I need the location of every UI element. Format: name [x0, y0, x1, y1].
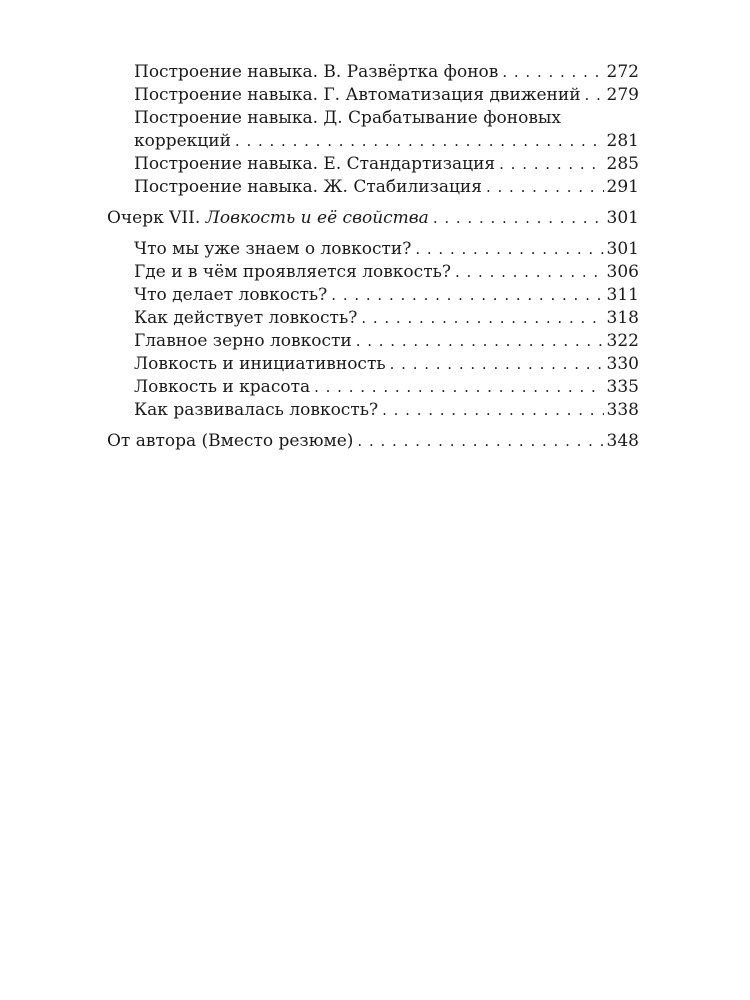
toc-page-number: 335	[606, 377, 639, 397]
essay-prefix: Очерк VII.	[107, 208, 206, 228]
dot-leader	[314, 376, 603, 399]
toc-entry-skill-d-line1	[107, 107, 639, 130]
dot-leader	[415, 238, 603, 261]
toc-entry-label: Где и в чём проявляется ловкость?	[134, 262, 451, 282]
toc-entry-label	[107, 207, 429, 230]
toc-entry-skill-e	[107, 153, 639, 176]
dot-leader	[235, 130, 604, 153]
toc-entry-skill-b	[107, 61, 639, 84]
toc-entry-label: Построение навыка. Ж. Стабилизация	[134, 177, 482, 197]
toc-page-number: 330	[606, 354, 639, 374]
dot-leader	[382, 399, 603, 422]
toc-page-number: 301	[606, 208, 639, 228]
toc-entry-label: коррекций	[134, 131, 231, 151]
toc-page-number: 338	[606, 400, 639, 420]
dot-leader	[499, 153, 603, 176]
toc-entry-label: Главное зерно ловкости	[134, 331, 352, 351]
toc-entry-label: Построение навыка. Г. Автоматизация движений	[134, 85, 581, 105]
toc-page-number: 348	[606, 431, 639, 451]
dot-leader	[361, 307, 603, 330]
toc-entry-agility-2	[107, 261, 639, 284]
dot-leader	[356, 330, 604, 353]
toc-entry-agility-5	[107, 330, 639, 353]
toc-page-number: 279	[606, 85, 639, 105]
toc-page-number: 285	[606, 154, 639, 174]
dot-leader	[390, 353, 604, 376]
toc-entry-label: Как действует ловкость?	[134, 308, 358, 328]
dot-leader	[585, 84, 604, 107]
toc-entry-skill-g	[107, 84, 639, 107]
essay-title: Ловкость и её свойства	[205, 208, 429, 228]
toc-page-number: 322	[606, 331, 639, 351]
toc-entry-essay-7	[107, 207, 639, 230]
toc-entry-label: Что делает ловкость?	[134, 285, 328, 305]
toc-entry-skill-d-line2	[107, 130, 639, 153]
dot-leader	[486, 176, 604, 199]
table-of-contents	[107, 61, 639, 461]
toc-entry-agility-1	[107, 238, 639, 261]
toc-page-number: 318	[606, 308, 639, 328]
toc-page-number: 281	[606, 131, 639, 151]
toc-page-number: 301	[606, 239, 639, 259]
dot-leader	[502, 61, 603, 84]
toc-entry-label: Что мы уже знаем о ловкости?	[134, 239, 412, 259]
dot-leader	[433, 207, 604, 230]
toc-entry-label: От автора (Вместо резюме)	[107, 431, 354, 451]
toc-page-number: 306	[606, 262, 639, 282]
toc-entry-label: Как развивалась ловкость?	[134, 400, 379, 420]
toc-entry-label: Построение навыка. Д. Срабатывание фоновых	[134, 108, 562, 128]
toc-entry-author	[107, 430, 639, 453]
toc-entry-label: Построение навыка. Е. Стандартизация	[134, 154, 496, 174]
toc-page-number: 272	[606, 62, 639, 82]
toc-page-number: 311	[606, 285, 639, 305]
toc-entry-label: Построение навыка. В. Развёртка фонов	[134, 62, 499, 82]
toc-entry-agility-4	[107, 307, 639, 330]
dot-leader	[357, 430, 603, 453]
toc-entry-agility-8	[107, 399, 639, 422]
dot-leader	[331, 284, 603, 307]
toc-entry-agility-7	[107, 376, 639, 399]
toc-entry-label: Ловкость и красота	[134, 377, 311, 397]
toc-entry-label: Ловкость и инициативность	[134, 354, 386, 374]
toc-entry-agility-6	[107, 353, 639, 376]
dot-leader	[455, 261, 604, 284]
toc-entry-agility-3	[107, 284, 639, 307]
toc-entry-skill-zh	[107, 176, 639, 199]
toc-page-number: 291	[606, 177, 639, 197]
